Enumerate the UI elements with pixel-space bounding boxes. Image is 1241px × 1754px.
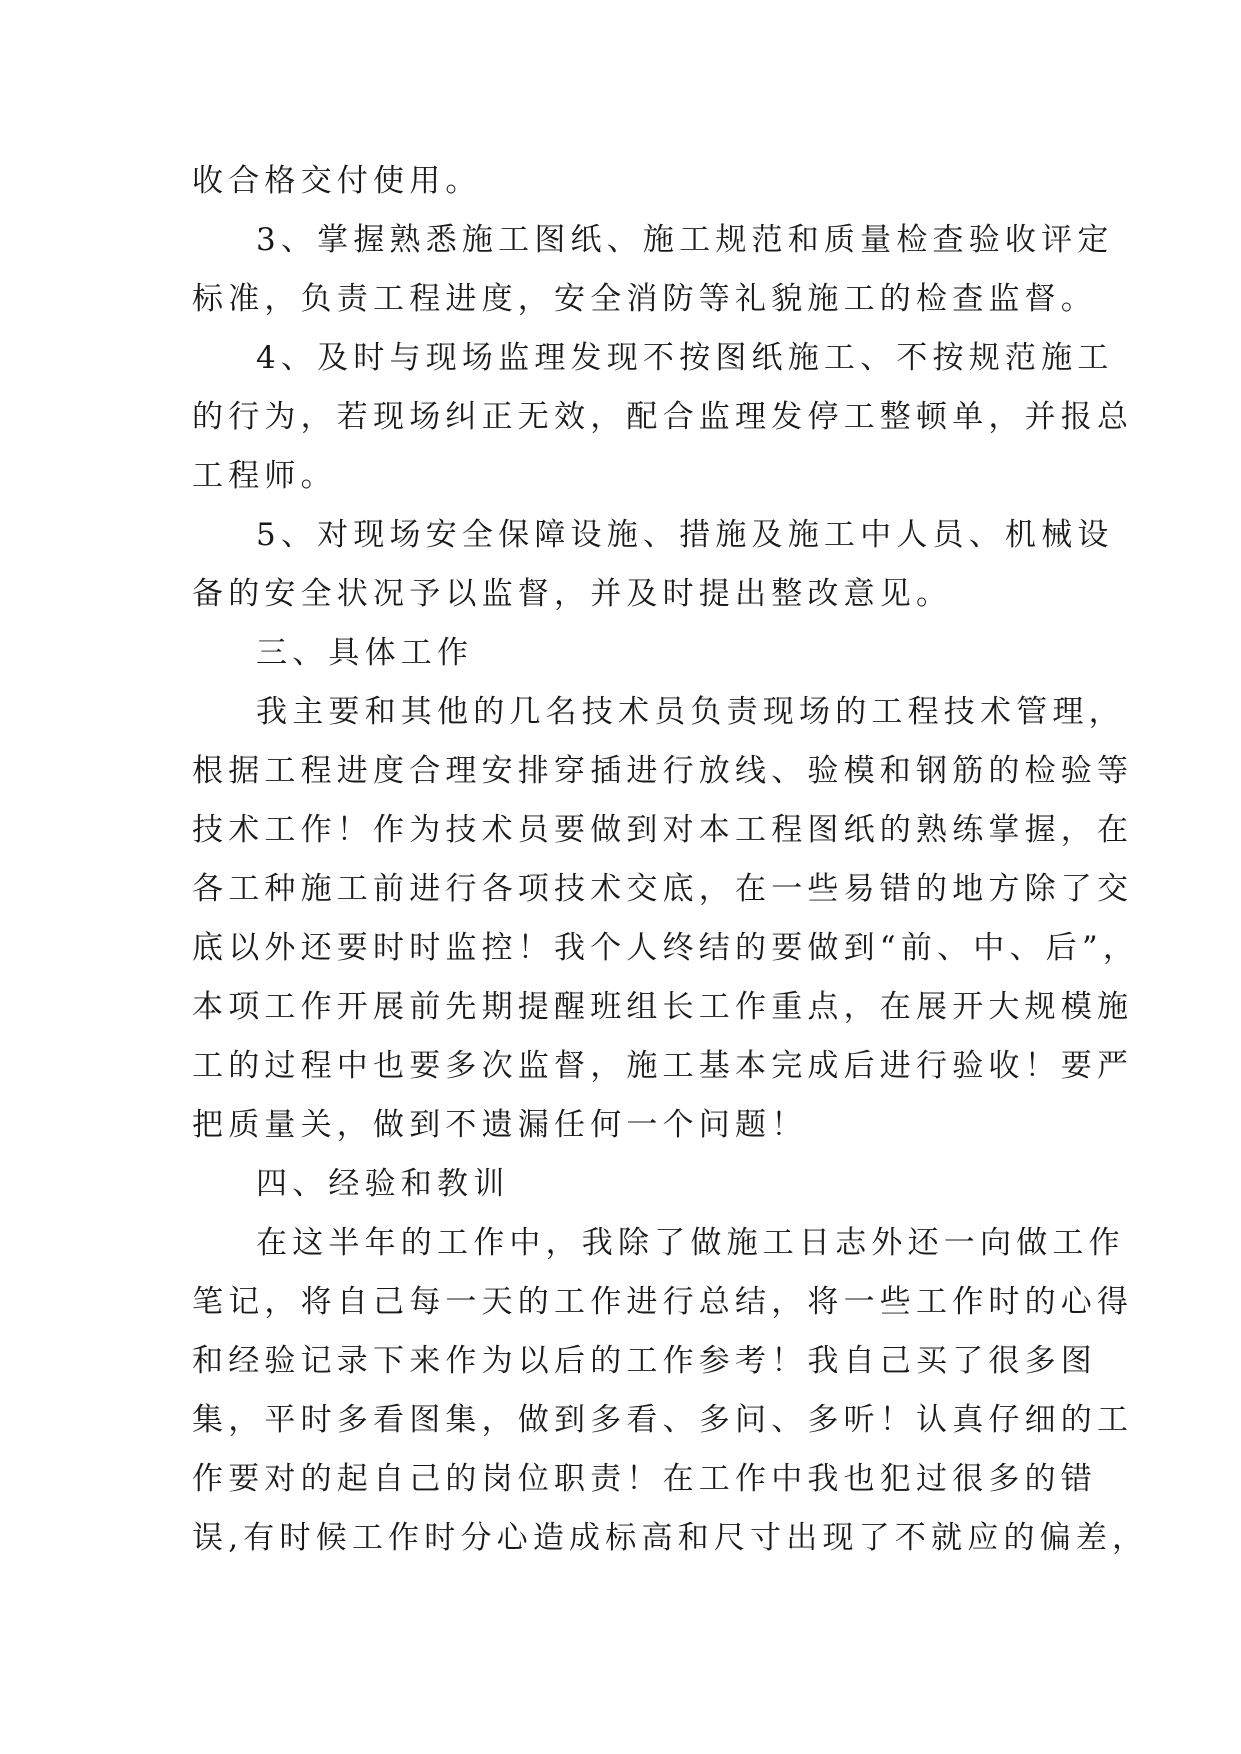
text-line: 收合格交付使用。 <box>192 163 482 199</box>
list-item-4-line-3: 工程师。 <box>192 458 337 494</box>
section-heading-specific-work: 三、具体工作 <box>256 635 474 671</box>
paragraph-line: 在这半年的工作中，我除了做施工日志外还一向做工作 <box>256 1225 1125 1261</box>
document-body <box>192 152 1149 1568</box>
list-item-3-line-2: 标准，负责工程进度，安全消防等礼貌施工的检查监督。 <box>192 281 1097 317</box>
paragraph-line: 底以外还要时时监控！我个人终结的要做到“前、中、后”， <box>192 930 1140 966</box>
paragraph-line: 误,有时候工作时分心造成标高和尺寸出现了不就应的偏差， <box>192 1520 1149 1556</box>
paragraph-line: 笔记，将自己每一天的工作进行总结，将一些工作时的心得 <box>192 1284 1134 1320</box>
paragraph-line: 作要对的起自己的岗位职责！在工作中我也犯过很多的错 <box>192 1461 1097 1497</box>
paragraph-line: 和经验记录下来作为以后的工作参考！我自己买了很多图 <box>192 1343 1097 1379</box>
list-item-4-line-1: 4、及时与现场监理发现不按图纸施工、不按规范施工 <box>256 340 1114 376</box>
section-heading-experience-lessons: 四、经验和教训 <box>256 1166 510 1202</box>
paragraph-line: 技术工作！作为技术员要做到对本工程图纸的熟练掌握，在 <box>192 812 1134 848</box>
paragraph-line: 我主要和其他的几名技术员负责现场的工程技术管理， <box>256 694 1125 730</box>
list-item-5-line-2: 备的安全状况予以监督，并及时提出整改意见。 <box>192 576 953 612</box>
paragraph-line: 根据工程进度合理安排穿插进行放线、验模和钢筋的检验等 <box>192 753 1134 789</box>
paragraph-line: 各工种施工前进行各项技术交底，在一些易错的地方除了交 <box>192 871 1134 907</box>
paragraph-line: 工的过程中也要多次监督，施工基本完成后进行验收！要严 <box>192 1048 1134 1084</box>
list-item-3-line-1: 3、掌握熟悉施工图纸、施工规范和质量检查验收评定 <box>256 222 1114 258</box>
list-item-5-line-1: 5、对现场安全保障设施、措施及施工中人员、机械设 <box>256 517 1114 553</box>
paragraph-line: 集，平时多看图集，做到多看、多问、多听！认真仔细的工 <box>192 1402 1134 1438</box>
paragraph-line: 本项工作开展前先期提醒班组长工作重点，在展开大规模施 <box>192 989 1134 1025</box>
list-item-4-line-2: 的行为，若现场纠正无效，配合监理发停工整顿单，并报总 <box>192 399 1134 435</box>
paragraph-line: 把质量关，做到不遗漏任何一个问题！ <box>192 1107 808 1143</box>
